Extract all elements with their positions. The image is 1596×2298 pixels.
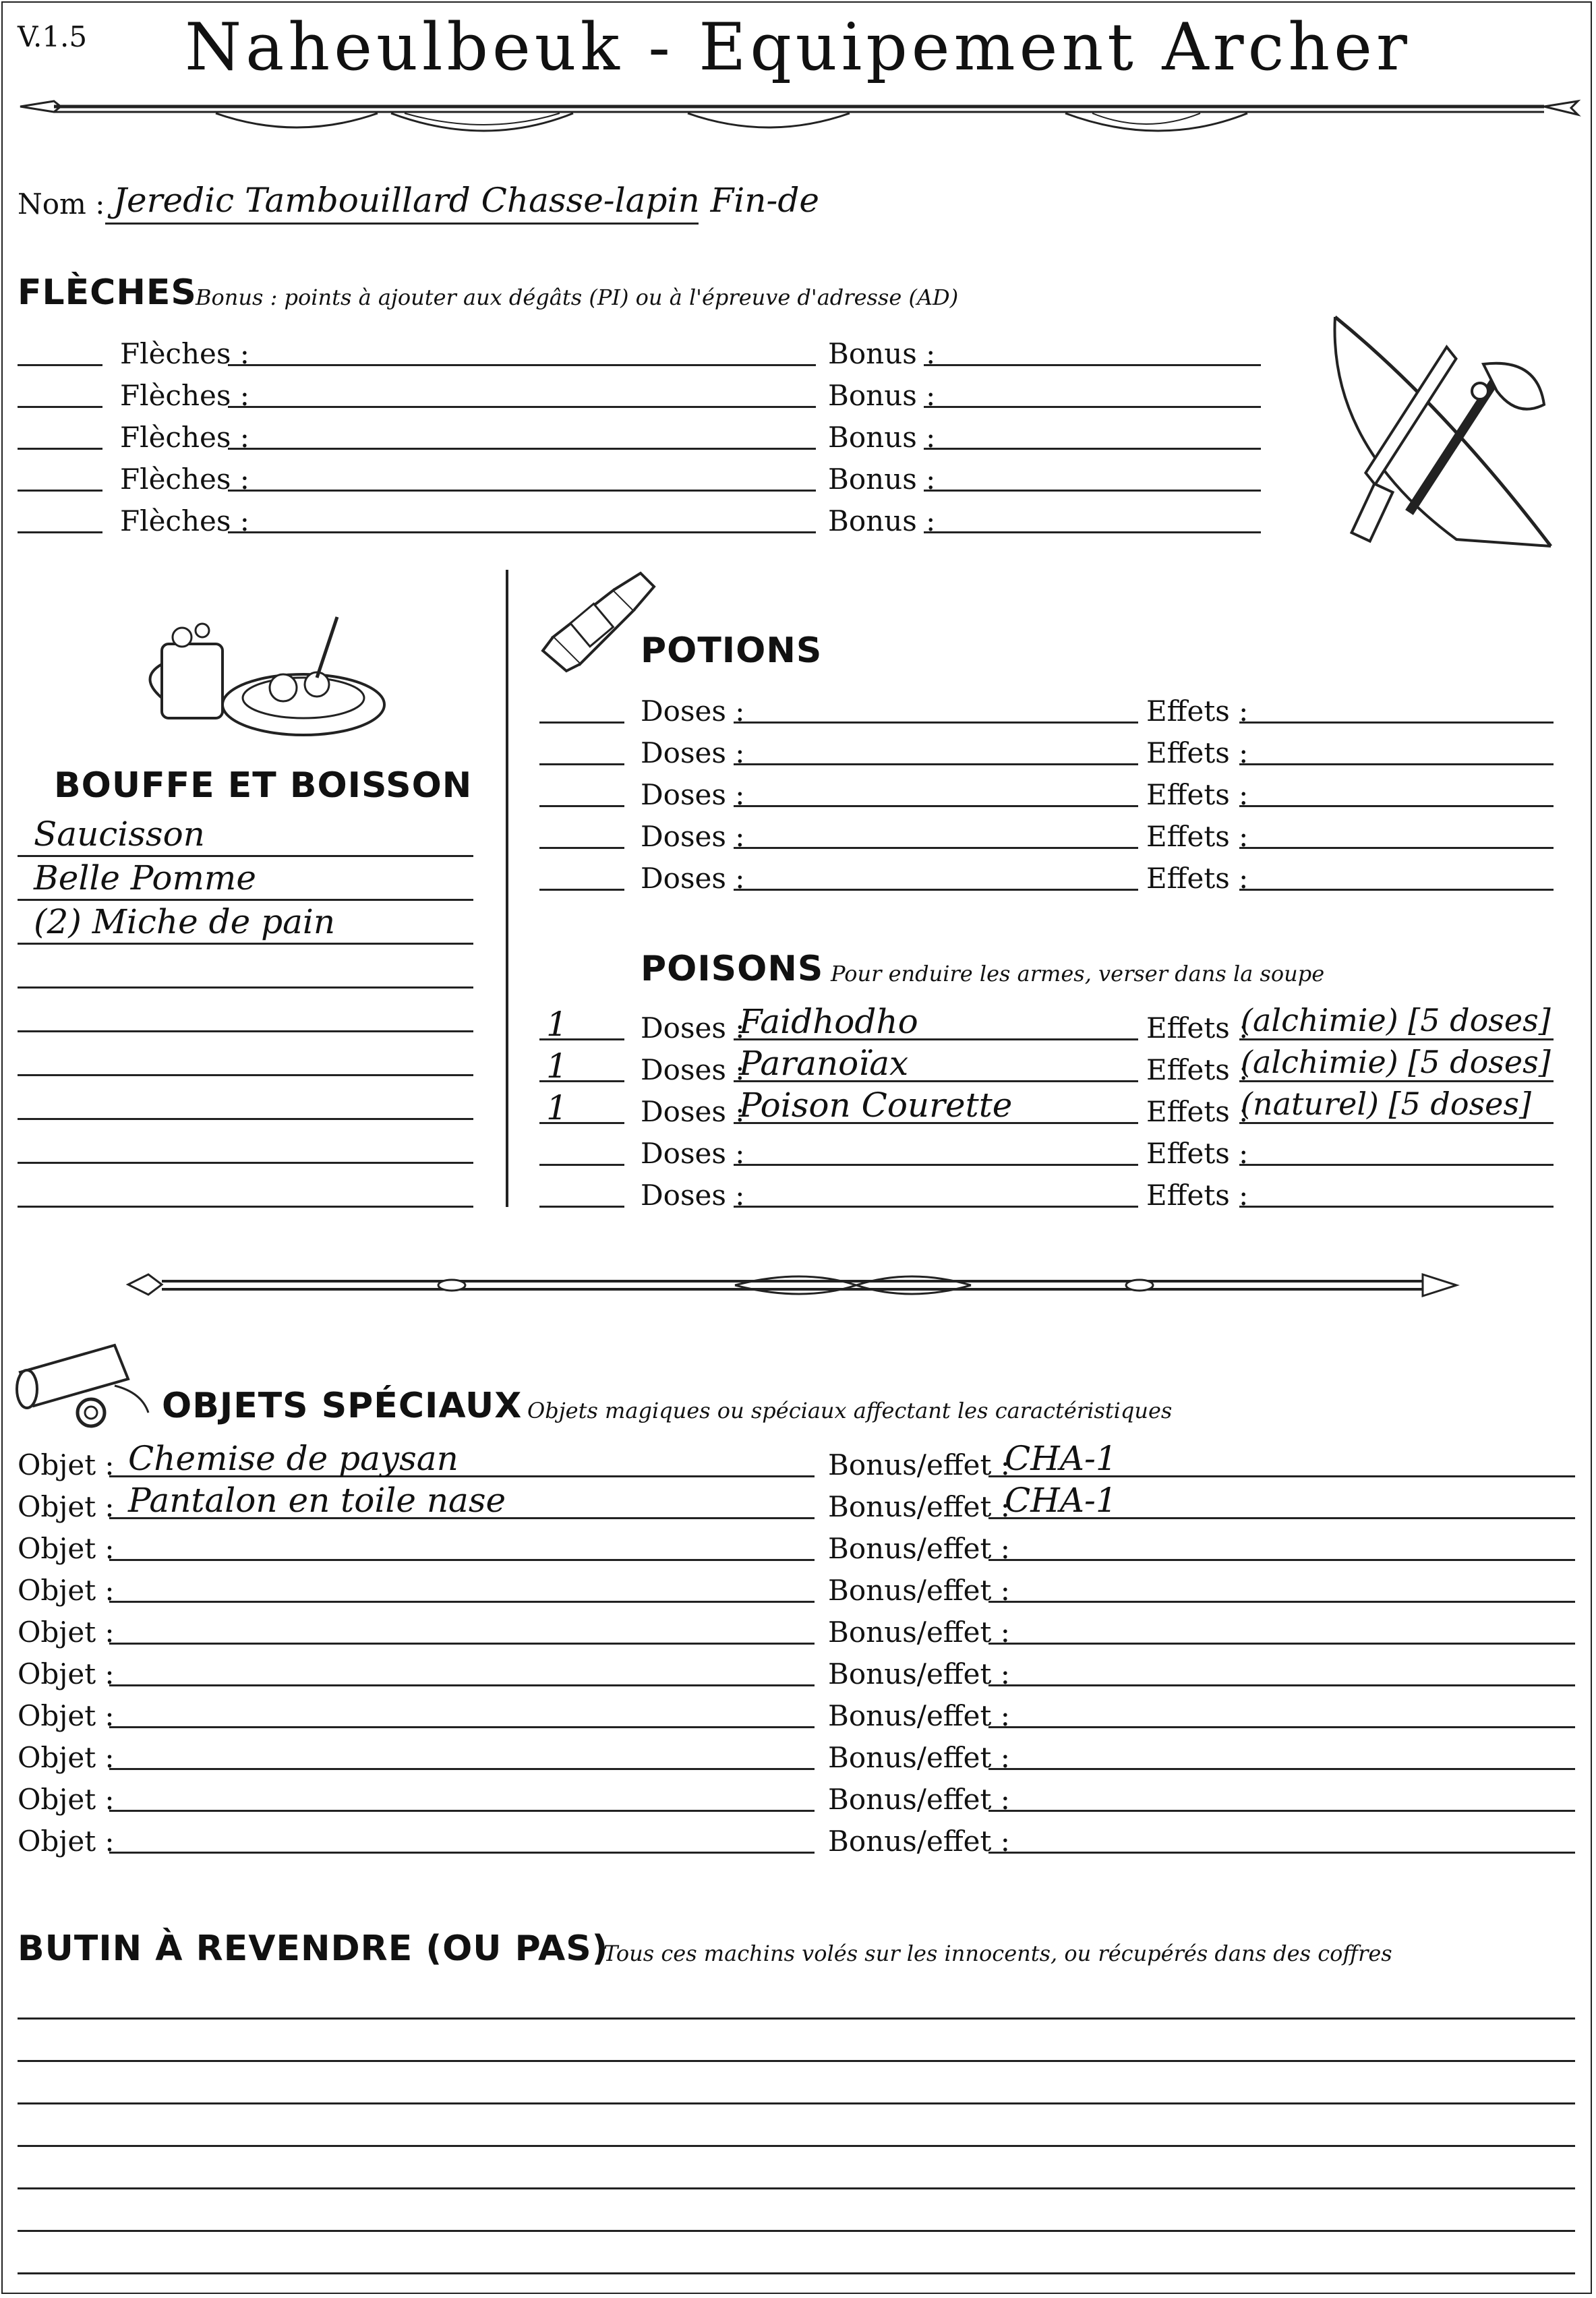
objet-bonus-line bbox=[988, 1601, 1575, 1603]
potions-name-line bbox=[734, 721, 1138, 724]
fleches-label: Flèches : bbox=[120, 504, 249, 537]
poisons-effet-line bbox=[1239, 1038, 1554, 1040]
potions-name-line bbox=[734, 763, 1138, 765]
butin-subtitle: Tous ces machins volés sur les innocents, ou récupérés dans des coffres bbox=[603, 1941, 1392, 1966]
fleches-bonus-label: Bonus : bbox=[828, 463, 936, 496]
potions-effets-label: Effets : bbox=[1146, 820, 1249, 853]
objet-label: Objet : bbox=[18, 1448, 115, 1481]
poisons-effets-label: Effets : bbox=[1146, 1053, 1249, 1086]
fleches-bonus-line bbox=[924, 531, 1261, 533]
objet-bonus-label: Bonus/effet : bbox=[828, 1825, 1010, 1858]
poisons-doses-label: Doses : bbox=[641, 1095, 745, 1128]
objet-name-line bbox=[109, 1810, 815, 1812]
objet-bonus-line bbox=[988, 1684, 1575, 1686]
poisons-name[interactable]: Poison Courette bbox=[739, 1086, 1013, 1125]
fleches-name-line bbox=[228, 364, 816, 366]
objet-bonus-line bbox=[988, 1643, 1575, 1645]
spear-divider-icon bbox=[13, 88, 1585, 142]
fleches-qty-line bbox=[18, 406, 102, 408]
fleches-bonus-label: Bonus : bbox=[828, 379, 936, 412]
bouffe-line bbox=[18, 855, 473, 857]
objet-bonus-label: Bonus/effet : bbox=[828, 1741, 1010, 1774]
fleches-subtitle: Bonus : points à ajouter aux dégâts (PI) ou à l'épreuve d'adresse (AD) bbox=[196, 285, 959, 310]
objet-label: Objet : bbox=[18, 1532, 115, 1565]
bouffe-line bbox=[18, 1206, 473, 1208]
fleches-bonus-line bbox=[924, 490, 1261, 492]
potions-effet-line bbox=[1239, 847, 1554, 849]
objet-label: Objet : bbox=[18, 1574, 115, 1607]
objet-bonus-label: Bonus/effet : bbox=[828, 1490, 1010, 1523]
objet-bonus-label: Bonus/effet : bbox=[828, 1574, 1010, 1607]
fleches-bonus-line bbox=[924, 448, 1261, 450]
fleches-bonus-line bbox=[924, 364, 1261, 366]
potions-effets-label: Effets : bbox=[1146, 778, 1249, 811]
potions-name-line bbox=[734, 805, 1138, 807]
potions-doses-label: Doses : bbox=[641, 778, 745, 811]
potions-doses-label: Doses : bbox=[641, 695, 745, 728]
poisons-qty[interactable]: 1 bbox=[546, 1005, 568, 1044]
poisons-name-line bbox=[734, 1164, 1138, 1166]
bouffe-line bbox=[18, 899, 473, 901]
poisons-effets-label: Effets : bbox=[1146, 1179, 1249, 1212]
objet-bonus[interactable]: CHA-1 bbox=[1005, 1481, 1117, 1520]
bouffe-item[interactable]: Saucisson bbox=[34, 815, 205, 854]
potions-doses-label: Doses : bbox=[641, 736, 745, 769]
fleches-label: Flèches : bbox=[120, 463, 249, 496]
objets-subtitle: Objets magiques ou spéciaux affectant les caractéristiques bbox=[527, 1398, 1173, 1423]
version-label: V.1.5 bbox=[18, 20, 88, 53]
name-line bbox=[105, 223, 699, 225]
bouffe-line bbox=[18, 943, 473, 945]
potions-effet-line bbox=[1239, 721, 1554, 724]
poisons-name[interactable]: Faidhodho bbox=[739, 1002, 918, 1041]
fleches-bonus-label: Bonus : bbox=[828, 504, 936, 537]
page-title: Naheulbeuk - Equipement Archer bbox=[185, 9, 1411, 85]
poisons-effets-label: Effets : bbox=[1146, 1137, 1249, 1170]
poisons-title: POISONS bbox=[641, 949, 824, 989]
poisons-effets-label: Effets : bbox=[1146, 1095, 1249, 1128]
fleches-label: Flèches : bbox=[120, 379, 249, 412]
name-label: Nom : bbox=[18, 187, 105, 220]
objet-name-line bbox=[109, 1726, 815, 1728]
fleches-name-line bbox=[228, 406, 816, 408]
objet-name[interactable]: Chemise de paysan bbox=[128, 1439, 459, 1478]
objet-name-line bbox=[109, 1601, 815, 1603]
objet-bonus-label: Bonus/effet : bbox=[828, 1616, 1010, 1649]
fleches-title: FLÈCHES bbox=[18, 272, 197, 313]
potions-qty-line bbox=[539, 889, 624, 891]
potions-qty-line bbox=[539, 847, 624, 849]
name-value[interactable]: Jeredic Tambouillard Chasse-lapin Fin-de bbox=[113, 181, 819, 220]
poisons-qty-line bbox=[539, 1206, 624, 1208]
poisons-effet[interactable]: (alchimie) [5 doses] bbox=[1241, 1002, 1551, 1038]
objet-name-line bbox=[109, 1768, 815, 1770]
fleches-bonus-line bbox=[924, 406, 1261, 408]
bouffe-item[interactable]: Belle Pomme bbox=[34, 858, 256, 897]
poisons-doses-label: Doses : bbox=[641, 1179, 745, 1212]
poisons-effet-line bbox=[1239, 1206, 1554, 1208]
poisons-name-line bbox=[734, 1206, 1138, 1208]
weapons-icon bbox=[1322, 310, 1564, 553]
objet-name-line bbox=[109, 1559, 815, 1561]
bouffe-title: BOUFFE ET BOISSON bbox=[54, 765, 473, 806]
food-drink-icon bbox=[135, 603, 391, 738]
poisons-qty-line bbox=[539, 1164, 624, 1166]
potions-qty-line bbox=[539, 805, 624, 807]
fleches-qty-line bbox=[18, 531, 102, 533]
poisons-effets-label: Effets : bbox=[1146, 1011, 1249, 1044]
potions-effet-line bbox=[1239, 763, 1554, 765]
potions-effet-line bbox=[1239, 889, 1554, 891]
poisons-qty[interactable]: 1 bbox=[546, 1047, 568, 1086]
butin-line[interactable] bbox=[18, 2145, 1575, 2147]
objet-bonus-line bbox=[988, 1726, 1575, 1728]
objet-label: Objet : bbox=[18, 1699, 115, 1732]
butin-line[interactable] bbox=[18, 2060, 1575, 2062]
fleches-name-line bbox=[228, 448, 816, 450]
objet-bonus-label: Bonus/effet : bbox=[828, 1783, 1010, 1816]
poisons-doses-label: Doses : bbox=[641, 1137, 745, 1170]
fleches-qty-line bbox=[18, 490, 102, 492]
objets-title: OBJETS SPÉCIAUX bbox=[162, 1386, 523, 1426]
objet-label: Objet : bbox=[18, 1657, 115, 1690]
potions-qty-line bbox=[539, 763, 624, 765]
objet-name-line bbox=[109, 1852, 815, 1854]
bouffe-item[interactable]: (2) Miche de pain bbox=[34, 902, 336, 941]
objet-label: Objet : bbox=[18, 1490, 115, 1523]
bouffe-line bbox=[18, 1074, 473, 1076]
butin-line[interactable] bbox=[18, 2187, 1575, 2189]
poisons-effet-line bbox=[1239, 1164, 1554, 1166]
fleches-qty-line bbox=[18, 448, 102, 450]
objet-bonus-line bbox=[988, 1559, 1575, 1561]
staff-divider-icon bbox=[128, 1261, 1463, 1308]
potions-title: POTIONS bbox=[641, 630, 823, 671]
potions-effets-label: Effets : bbox=[1146, 736, 1249, 769]
potions-qty-line bbox=[539, 721, 624, 724]
potions-effets-label: Effets : bbox=[1146, 862, 1249, 895]
fleches-bonus-label: Bonus : bbox=[828, 337, 936, 370]
poisons-effet-line bbox=[1239, 1080, 1554, 1082]
potions-doses-label: Doses : bbox=[641, 820, 745, 853]
poisons-subtitle: Pour enduire les armes, verser dans la soupe bbox=[831, 961, 1325, 986]
poisons-qty[interactable]: 1 bbox=[546, 1088, 568, 1127]
butin-line[interactable] bbox=[18, 2230, 1575, 2232]
fleches-name-line bbox=[228, 531, 816, 533]
objet-bonus[interactable]: CHA-1 bbox=[1005, 1439, 1117, 1478]
objet-label: Objet : bbox=[18, 1825, 115, 1858]
objet-bonus-label: Bonus/effet : bbox=[828, 1657, 1010, 1690]
objet-bonus-line bbox=[988, 1852, 1575, 1854]
potions-name-line bbox=[734, 889, 1138, 891]
poisons-effet-line bbox=[1239, 1122, 1554, 1124]
bouffe-line bbox=[18, 1118, 473, 1120]
potions-effet-line bbox=[1239, 805, 1554, 807]
poisons-effet[interactable]: (naturel) [5 doses] bbox=[1241, 1086, 1531, 1122]
objet-name-line bbox=[109, 1643, 815, 1645]
butin-line[interactable] bbox=[18, 2017, 1575, 2020]
scroll-ring-icon bbox=[13, 1338, 155, 1433]
objet-label: Objet : bbox=[18, 1616, 115, 1649]
fleches-label: Flèches : bbox=[120, 421, 249, 454]
column-divider bbox=[506, 570, 508, 1207]
bouffe-line bbox=[18, 1030, 473, 1032]
butin-title: BUTIN À REVENDRE (OU PAS) bbox=[18, 1928, 609, 1969]
objet-bonus-label: Bonus/effet : bbox=[828, 1448, 1010, 1481]
fleches-name-line bbox=[228, 490, 816, 492]
potions-name-line bbox=[734, 847, 1138, 849]
objet-bonus-line bbox=[988, 1810, 1575, 1812]
objet-name[interactable]: Pantalon en toile nase bbox=[128, 1481, 506, 1520]
poisons-doses-label: Doses : bbox=[641, 1011, 745, 1044]
objet-label: Objet : bbox=[18, 1783, 115, 1816]
butin-line[interactable] bbox=[18, 2102, 1575, 2104]
objet-bonus-line bbox=[988, 1768, 1575, 1770]
bouffe-line bbox=[18, 986, 473, 989]
potions-effets-label: Effets : bbox=[1146, 695, 1249, 728]
potions-doses-label: Doses : bbox=[641, 862, 745, 895]
objet-name-line bbox=[109, 1684, 815, 1686]
fleches-qty-line bbox=[18, 364, 102, 366]
objet-bonus-label: Bonus/effet : bbox=[828, 1699, 1010, 1732]
objet-label: Objet : bbox=[18, 1741, 115, 1774]
fleches-bonus-label: Bonus : bbox=[828, 421, 936, 454]
poisons-doses-label: Doses : bbox=[641, 1053, 745, 1086]
butin-line[interactable] bbox=[18, 2272, 1575, 2274]
objet-bonus-label: Bonus/effet : bbox=[828, 1532, 1010, 1565]
fleches-label: Flèches : bbox=[120, 337, 249, 370]
bouffe-line bbox=[18, 1162, 473, 1164]
poisons-effet[interactable]: (alchimie) [5 doses] bbox=[1241, 1044, 1551, 1080]
poisons-name[interactable]: Paranoïax bbox=[739, 1044, 909, 1083]
